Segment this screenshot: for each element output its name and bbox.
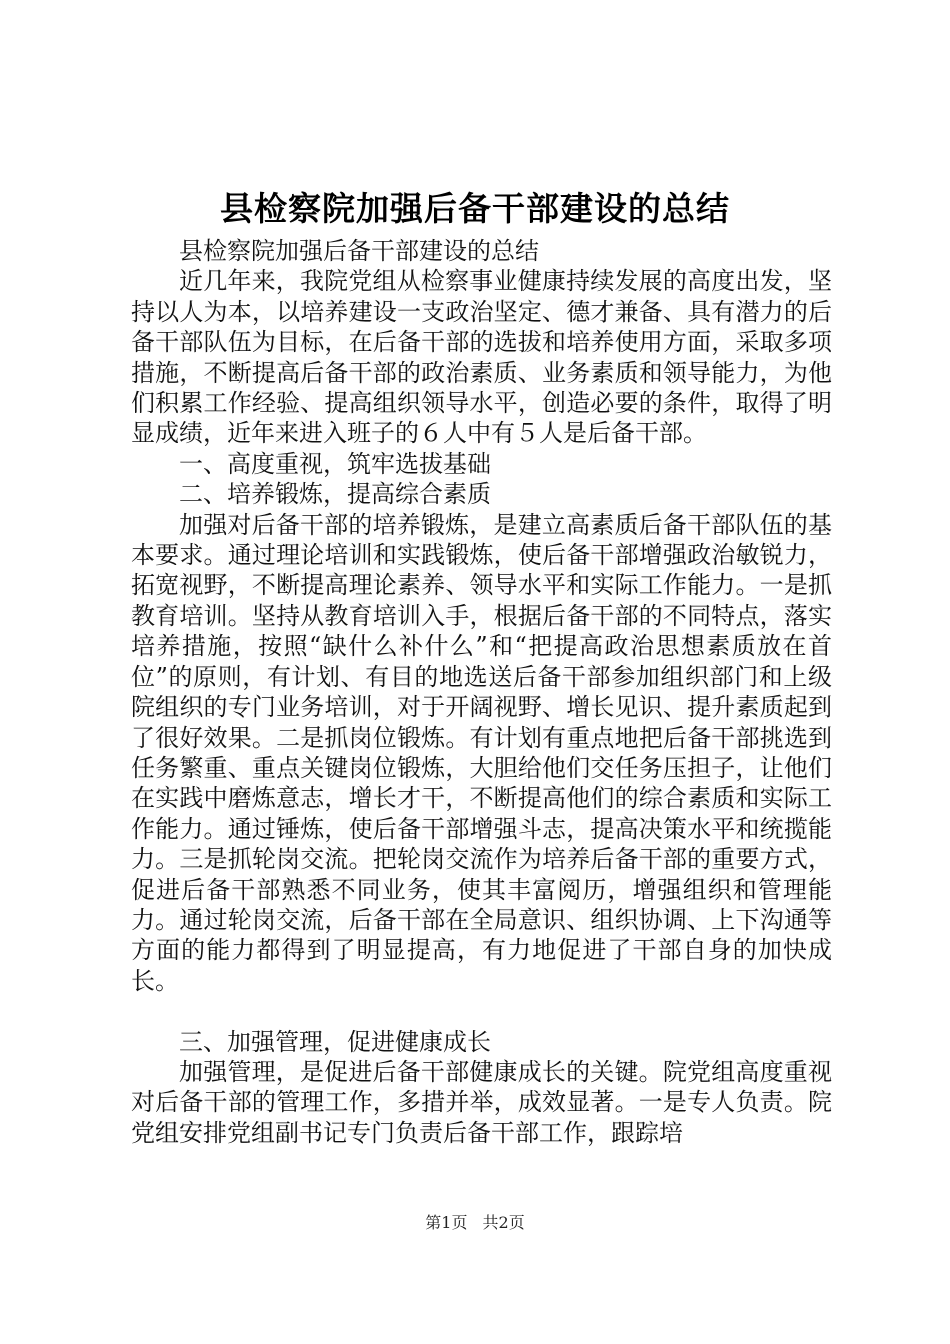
section-heading-1: 一、高度重视，筑牢选拔基础 bbox=[179, 449, 491, 478]
section-3-paragraph: 加强管理，是促进后备干部健康成长的关键。院党组高度重视对后备干部的管理工作，多措并举，成效显著。一是专人负责。院党组安排党组副书记专门负责后备干部工作，跟踪培 bbox=[131, 1057, 832, 1147]
page-footer bbox=[0, 1212, 950, 1234]
subtitle-paragraph: 县检察院加强后备干部建设的总结 bbox=[179, 237, 539, 265]
blank-line bbox=[131, 996, 832, 1026]
page-total: 共2页 bbox=[482, 1213, 525, 1232]
section-2-paragraph: 加强对后备干部的培养锻炼，是建立高素质后备干部队伍的基本要求。通过理论培训和实践锻炼，使后备干部增强政治敏锐力，拓宽视野，不断提高理论素养、领导水平和实际工作能力。一是抓教育培训。坚持从教育培训入手，根据后备干部的不同特点，落实培养措施，按照“缺什么补什么”和“把提高政治思想素质放在首位”的原则，有计划、有目的地选送后备干部参加组织部门和上级院组织的专门业务培训，对于开阔视野、增长见识、提升素质起到了很好效果。二是抓岗位锻炼。有计划有重点地把后备干部挑选到任务繁重、重点关键岗位锻炼，大胆给他们交任务压担子，让他们在实践中磨炼意志，增长才干，不断提高他们的综合素质和实际工作能力。通过锤炼，使后备干部增强斗志，提高决策水平和统揽能力。三是抓轮岗交流。把轮岗交流作为培养后备干部的重要方式，促进后备干部熟悉不同业务，使其丰富阅历，增强组织和管理能力。通过轮岗交流，后备干部在全局意识、组织协调、上下沟通等方面的能力都得到了明显提高，有力地促进了干部自身的加快成长。 bbox=[131, 510, 832, 995]
document-body bbox=[131, 236, 832, 1148]
intro-paragraph: 近几年来，我院党组从检察事业健康持续发展的高度出发，坚持以人为本，以培养建设一支政治坚定、德才兼备、具有潜力的后备干部队伍为目标，在后备干部的选拔和培养使用方面，采取多项措施，不断提高后备干部的政治素质、业务素质和领导能力，为他们积累工作经验、提高组织领导水平，创造必要的条件，取得了明显成绩，近年来进入班子的６人中有５人是后备干部。 bbox=[131, 267, 832, 448]
section-heading-3: 三、加强管理，促进健康成长 bbox=[179, 1027, 491, 1056]
document-title: 县检察院加强后备干部建设的总结 bbox=[220, 189, 730, 228]
section-heading-2: 二、培养锻炼，提高综合素质 bbox=[179, 480, 491, 509]
page-number: 第1页 bbox=[425, 1213, 468, 1232]
